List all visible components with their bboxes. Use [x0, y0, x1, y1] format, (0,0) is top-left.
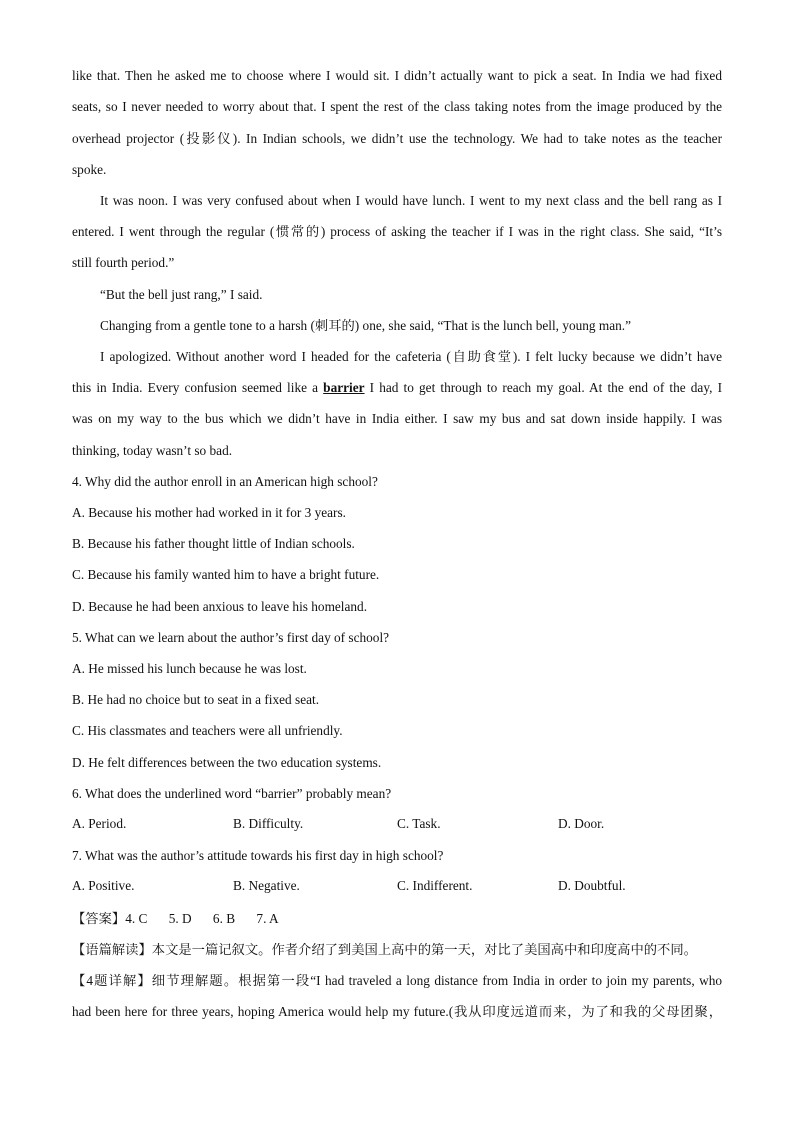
passage-line: thinking, today wasn’t so bad.	[72, 443, 233, 458]
option-6b: B. Difficulty.	[233, 816, 304, 831]
answer-label: 【答案】	[72, 911, 126, 926]
detail-line	[72, 972, 722, 990]
detail-text: 细节理解题。根据第一段“I had traveled a long distance from India in order to join my parents, who	[151, 973, 722, 988]
passage-analysis	[72, 941, 732, 959]
option-5a: A. He missed his lunch because he was lost.	[72, 661, 307, 676]
question-4: 4. Why did the author enroll in an American high school?	[72, 474, 378, 489]
answer-6: 6. B	[212, 911, 236, 926]
option-5c: C. His classmates and teachers were all unfriendly.	[72, 723, 343, 738]
passage-line: spoke.	[72, 162, 107, 177]
passage-line: seats, so I never needed to worry about that. I spent the rest of the class taking notes from the image produced by the	[72, 99, 722, 114]
passage-line: It was noon. I was very confused about when I would have lunch. I went to my next class and the bell rang as I	[100, 193, 722, 208]
answer-key	[72, 910, 722, 928]
option-7b: B. Negative.	[233, 878, 300, 893]
analysis-text: 本文是一篇记叙文。作者介绍了到美国上高中的第一天，对比了美国高中和印度高中的不同。	[151, 942, 697, 957]
answer-7: 7. A	[256, 911, 279, 926]
answer-4: 4. C	[125, 911, 148, 926]
option-4a: A. Because his mother had worked in it for 3 years.	[72, 505, 346, 520]
detail-label: 【4题详解】	[72, 973, 152, 988]
analysis-label: 【语篇解读】	[72, 942, 152, 957]
passage-line: still fourth period.”	[72, 255, 175, 270]
option-4d: D. Because he had been anxious to leave his homeland.	[72, 599, 368, 614]
passage-line: I apologized. Without another word I headed for the cafeteria (自助食堂). I felt lucky because we didn’t have	[100, 349, 722, 364]
passage-line: was on my way to the bus which we didn’t have in India either. I saw my bus and sat down inside happily. I was	[72, 411, 722, 426]
passage-text: I had to get through to reach my goal. At the end of the day, I	[364, 380, 722, 395]
passage-line: “But the bell just rang,” I said.	[100, 287, 263, 302]
question-7: 7. What was the author’s attitude towards his first day in high school?	[72, 848, 444, 863]
detail-line: had been here for three years, hoping America would help my future.(我从印度远道而来，为了和我的父母团聚，	[72, 1004, 722, 1019]
option-6c: C. Task.	[397, 816, 441, 831]
passage-line: entered. I went through the regular (惯常的) process of asking the teacher if I was in the right class. She said, “It’s	[72, 224, 722, 239]
option-5b: B. He had no choice but to seat in a fixed seat.	[72, 692, 320, 707]
option-6d: D. Door.	[558, 816, 605, 831]
passage-line: like that. Then he asked me to choose where I would sit. I didn’t actually want to pick a seat. In India we had fixed	[72, 68, 722, 83]
passage-line: Changing from a gentle tone to a harsh (刺耳的) one, she said, “That is the lunch bell, young man.”	[100, 318, 632, 333]
passage-text: this in India. Every confusion seemed like a	[72, 380, 324, 395]
underlined-word-barrier: barrier	[323, 380, 365, 395]
passage-line-barrier	[72, 379, 722, 397]
answer-5: 5. D	[168, 911, 192, 926]
question-6: 6. What does the underlined word “barrier” probably mean?	[72, 786, 392, 801]
option-4b: B. Because his father thought little of Indian schools.	[72, 536, 355, 551]
option-7d: D. Doubtful.	[558, 878, 626, 893]
option-5d: D. He felt differences between the two education systems.	[72, 755, 382, 770]
option-6a: A. Period.	[72, 816, 127, 831]
option-7a: A. Positive.	[72, 878, 135, 893]
question-5: 5. What can we learn about the author’s first day of school?	[72, 630, 390, 645]
option-4c: C. Because his family wanted him to have a bright future.	[72, 567, 380, 582]
passage-line: overhead projector (投影仪). In Indian schools, we didn’t use the technology. We had to take notes as the teacher	[72, 131, 722, 146]
option-7c: C. Indifferent.	[397, 878, 473, 893]
